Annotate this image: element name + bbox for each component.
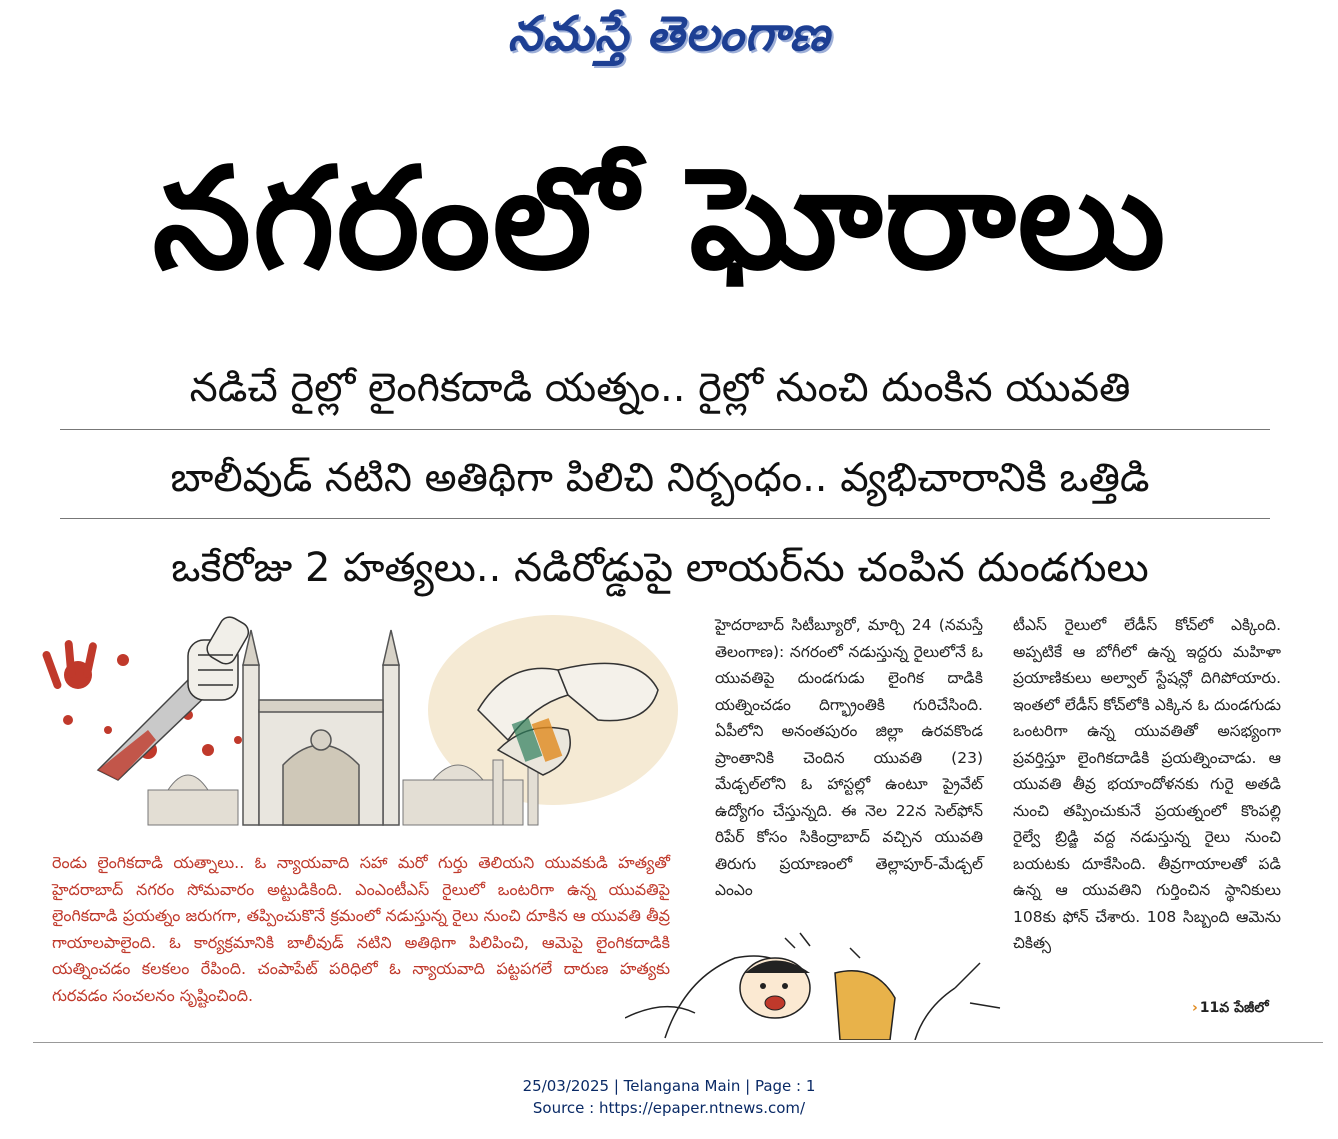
deck-headline-1: నడిచే రైల్లో లైంగికదాడి యత్నం.. రైల్లో నుంచి దుంకిన యువతి (189, 365, 1131, 411)
divider (60, 429, 1270, 430)
deck-headline-3: ఒకేరోజు 2 హత్యలు.. నడిరోడ్డుపై లాయర్‌ను చంపిన దుండగులు (171, 545, 1149, 591)
crime-illustration (38, 600, 698, 845)
caption-text: రెండు లైంగికదాడి యత్నాలు.. ఓ న్యాయవాది సహా మరో గుర్తు తెలియని యువకుడి హత్యతో హైదరాబాద్ నగరం సోమవారం అట్టుడికింది. ఎంఎంటీఎస్ రైలులో ఒంటరిగా ఉన్న యువతిపై లైంగికదాడి ప్రయత్నం జరుగగా, తప్పించుకొనే క్రమంలో నడుస్తున్న రైలు నుంచి దూకిన ఆ యువతి తీవ్ర గాయాలపాలైంది. ఓ కార్యక్రమానికి బాలీవుడ్ నటిని అతిథిగా పిలిపించి, ఆమెపై లైంగికదాడికి యత్నించడం కలకలం రేపింది. చంపాపేట్ పరిధిలో ఓ న్యాయవాది పట్టపగలే దారుణ హత్యకు గురవడం సంచలనం సృష్టించింది. (52, 853, 670, 1005)
continued-label: 11వ పేజీలో (1199, 1000, 1269, 1016)
story-text: టీఎస్ రైలులో లేడీస్ కోచ్‌లో ఎక్కింది. అప్పటికే ఆ బోగీలో ఉన్న ఇద్దరు మహిళా ప్రయాణికులు అల్వాల్ స్టేషన్లో దిగిపోయారు. ఇంతలో లేడీస్ కోచ్‌లోకి ఎక్కిన ఓ దుండగుడు ఒంటరిగా ఉన్న యువతితో అసభ్యంగా ప్రవర్తిస్తూ లైంగికదాడికి ప్రయత్నించాడు. ఆ యువతి తీవ్ర భయాందోళనకు గురై అతడి నుంచి తప్పించుకునే ప్రయత్నంలో కొంపల్లి రైల్వే బ్రిడ్జి వద్ద నడుస్తున్న రైలు నుంచి బయటకు దూకేసింది. తీవ్రగాయాలతో పడి ఉన్న ఆ యువతిని గుర్తించిన స్థానికులు 108కు ఫోన్ చేశారు. 108 సిబ్బంది ఆమెను చికిత్స (1013, 616, 1281, 952)
summary-caption (52, 850, 670, 1009)
main-headline: నగరంలో ఘోరాలు (152, 138, 1168, 301)
continued-link[interactable] (1192, 1000, 1269, 1019)
page-bottom-rule (33, 1042, 1323, 1043)
deck-headline-2: బాలీవుడ్ నటిని అతిథిగా పిలిచి నిర్బంధం.. వ్యభిచారానికి ఒత్తిడి (170, 455, 1150, 501)
masthead-logo: నమస్తే తెలంగాణ (507, 6, 831, 62)
chevron-right-icon: › (1192, 1000, 1198, 1016)
story-text: హైదరాబాద్ సిటీబ్యూరో, మార్చి 24 (నమస్తే తెలంగాణ): నగరంలో నడుస్తున్న రైలులోనే ఓ యువతిపై దుండగుడు లైంగిక దాడికి యత్నించడం దిగ్భ్రాంతికి గురిచేసింది. ఏపీలోని అనంతపురం జిల్లా ఉరవకొండ ప్రాంతానికి చెందిన యువతి (23) మేడ్చల్‌లోని ఓ హాస్టల్లో ఉంటూ ప్రైవేట్ ఉద్యోగం చేస్తున్నది. ఈ నెల 22న సెల్‌ఫోన్ రిపేర్ కోసం సికింద్రాబాద్ వచ్చిన యువతి తిరుగు ప్రయాణంలో తెల్లాపూర్-మేడ్చల్ ఎంఎం (715, 616, 983, 899)
divider (60, 518, 1270, 519)
screaming-man-cartoon (625, 918, 1005, 1040)
footer-source[interactable]: Source : https://epaper.ntnews.com/ (532, 1099, 806, 1117)
charminar-icon (243, 630, 399, 825)
story-column-2 (1013, 612, 1281, 957)
story-column-1 (715, 612, 983, 904)
footer-date-edition: 25/03/2025 | Telangana Main | Page : 1 (522, 1077, 816, 1095)
